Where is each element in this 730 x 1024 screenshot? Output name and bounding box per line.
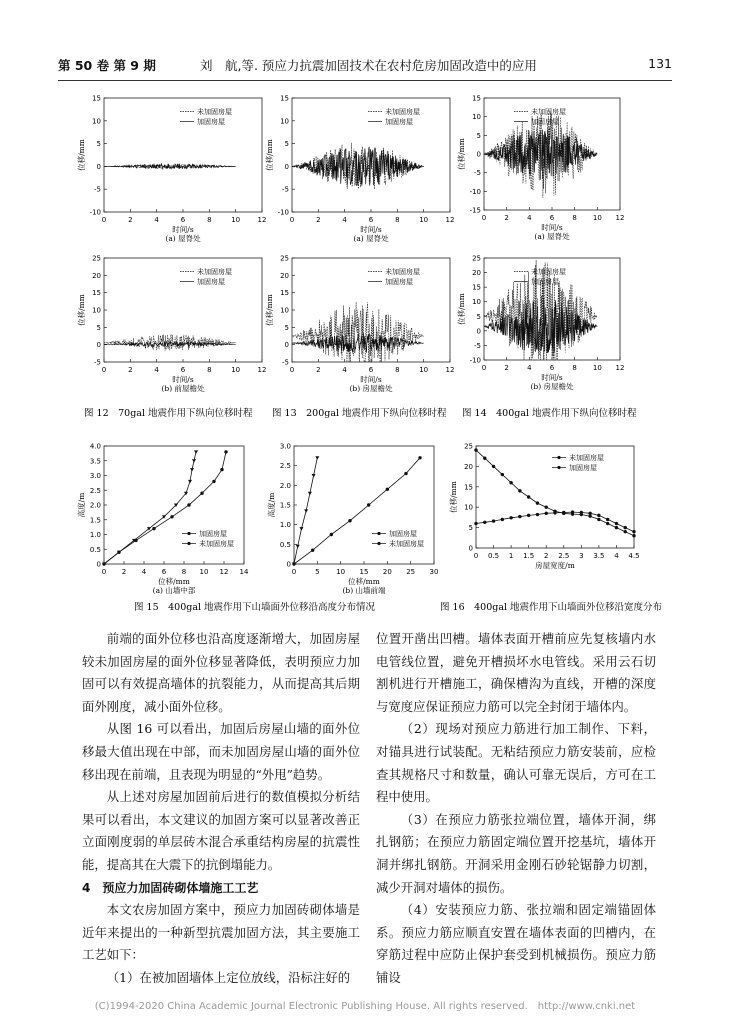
chart-12a-x-tick-label: 4 — [154, 216, 159, 224]
chart-13b-x-tick-label: 8 — [395, 366, 400, 374]
chart-15a-legend-label: 加固房屋 — [199, 530, 227, 538]
chart-14b-y-tick-label: -10 — [469, 356, 481, 365]
chart-12a-x-tick-label: 6 — [180, 216, 186, 224]
chart-12b-sublabel: (b) 前屋檐处 — [161, 384, 205, 393]
chart-16-data-point — [474, 448, 477, 451]
copyright-footer: (C)1994-2020 China Academic Journal Electronic Publishing House. All rights reserved. http://www.cnki.net — [94, 1001, 636, 1012]
chart-13a-series-reinforced — [292, 147, 424, 186]
chart-15b-y-tick-label: 2.5 — [279, 462, 291, 471]
chart-15a-data-point — [224, 450, 227, 453]
chart-15a-y-axis-label: 高度/m — [77, 492, 86, 518]
chart-13a-y-tick-label: 15 — [280, 94, 289, 103]
chart-14a-y-tick-label: 10 — [472, 113, 481, 122]
chart-14b-x-tick-label: 4 — [527, 364, 532, 372]
chart-13a-legend-label: 加固房屋 — [385, 118, 413, 126]
chart-12b-legend-label: 加固房屋 — [197, 278, 225, 286]
chart-14b-sublabel: (b) 房屋檐处 — [530, 382, 574, 391]
chart-15b-legend-marker — [377, 532, 380, 535]
chart-15a-x-tick-label: 4 — [141, 568, 147, 576]
chart-13a-y-tick-label: 5 — [284, 140, 289, 149]
chart-15a-data-point — [194, 450, 198, 454]
chart-13b-y-tick-label: 15 — [280, 289, 289, 298]
chart-15b-data-point — [292, 562, 295, 565]
chart-13b-y-tick-label: 0 — [284, 341, 289, 350]
chart-16-x-tick-label: 1 — [508, 552, 514, 560]
chart-13a-y-tick-label: 0 — [284, 162, 289, 171]
chart-15a-x-tick-label: 0 — [101, 568, 107, 576]
chart-15b-data-point — [386, 488, 389, 491]
chart-12a-series-reinforced — [104, 164, 236, 169]
chart-16-data-point — [632, 534, 635, 537]
chart-15b-data-point — [304, 509, 308, 513]
chart-15b-data-point — [311, 549, 314, 552]
chart-15a-x-tick-label: 12 — [219, 568, 229, 576]
caption-fig12: 图 12 70gal 地震作用下纵向位移时程 — [84, 408, 253, 419]
chart-13b-y-axis-label: 位移/mm — [265, 294, 274, 326]
chart-12a-y-tick-label: 5 — [96, 140, 101, 149]
chart-14b-x-tick-label: 10 — [592, 364, 602, 372]
chart-13b-legend-label: 加固房屋 — [385, 278, 413, 286]
chart-12a-y-axis-label: 位移/mm — [77, 139, 86, 171]
chart-12b-x-axis-label: 时间/s — [172, 375, 194, 384]
chart-13a-legend-label: 未加固房屋 — [385, 108, 420, 116]
chart-14b-x-tick-label: 8 — [572, 364, 577, 372]
paragraph: 本文农房加固方案中，预应力加固砖砌体墙是近年来提出的一种新型抗震加固方法，其主要施工工艺如下： — [82, 902, 360, 963]
chart-16-legend-label: 加固房屋 — [569, 464, 597, 472]
chart-13a-x-tick-label: 4 — [342, 216, 347, 224]
chart-14a-x-tick-label: 2 — [504, 214, 509, 222]
chart-16-data-point — [632, 530, 635, 533]
chart-15b-data-point — [296, 545, 300, 549]
chart-16-x-tick-label: 1.5 — [523, 552, 535, 560]
right-column — [376, 628, 656, 990]
chart-13b-x-tick-label: 12 — [445, 366, 455, 374]
chart-15b-y-tick-label: 2.0 — [279, 481, 291, 490]
chart-16-x-tick-label: 3.5 — [593, 552, 605, 560]
chart-14b-y-tick-label: 0 — [476, 327, 481, 336]
chart-15b-data-point — [367, 503, 370, 506]
chart-15b-x-tick-label: 15 — [359, 568, 369, 576]
chart-16-data-point — [518, 489, 521, 492]
paragraph: 位置开凿出凹槽。墙体表面开槽前应先复核墙内水电管线位置，避免开槽损坏水电管线。采用云石切割机进行开槽施工，确保槽沟为直线，开槽的深度与宽度应保证预应力筋可以完全封闭于墙体内。 — [376, 631, 656, 714]
chart-15b-data-point — [315, 456, 319, 460]
chart-14a-legend-label: 加固房屋 — [531, 118, 559, 126]
chart-16-x-tick-label: 2 — [543, 552, 549, 560]
chart-16-x-tick-label: 0.5 — [487, 552, 500, 560]
chart-13a-x-tick-label: 8 — [395, 216, 400, 224]
chart-15a-x-tick-label: 10 — [199, 568, 209, 576]
chart-16-y-tick-label: 25 — [464, 442, 473, 451]
chart-16-data-point — [588, 512, 591, 515]
chart-15a-y-tick-label: 2.5 — [89, 486, 101, 495]
chart-15b-legend-label: 加固房屋 — [389, 530, 417, 538]
chart-15b-legend-marker — [377, 542, 380, 545]
chart-14b-y-axis-label: 位移/mm — [457, 293, 466, 325]
chart-12a-sublabel: (a) 屋脊处 — [165, 234, 201, 243]
chart-16-y-tick-label: 20 — [464, 462, 473, 471]
chart-15a-y-tick-label: 3.0 — [89, 472, 101, 480]
chart-12a-x-tick-label: 8 — [207, 216, 212, 224]
chart-15a-y-tick-label: 3.5 — [89, 457, 101, 466]
chart-12a-y-tick-label: 0 — [96, 162, 101, 171]
chart-14b-y-tick-label: 15 — [472, 283, 481, 292]
chart-13a-x-tick-label: 0 — [289, 216, 295, 224]
chart-16-y-axis-label: 位移/mm — [449, 481, 458, 513]
chart-16-data-point — [527, 495, 530, 498]
chart-13b-x-tick-label: 10 — [419, 366, 429, 374]
chart-14b-legend-label: 未加固房屋 — [531, 268, 566, 276]
chart-14b-y-tick-label: -5 — [474, 341, 481, 350]
chart-12b-y-tick-label: 25 — [92, 254, 101, 263]
chart-15a-data-point — [188, 480, 192, 484]
chart-15b-data-point — [299, 527, 303, 531]
chart-15a-y-tick-label: 1.0 — [89, 531, 101, 539]
chart-13b-x-tick-label: 0 — [289, 366, 295, 374]
chart-12a-legend-label: 未加固房屋 — [197, 108, 232, 116]
chart-15b-data-point — [404, 472, 407, 475]
chart-16-data-point — [553, 511, 556, 514]
chart-16-data-point — [606, 522, 609, 525]
page-number: 131 — [648, 56, 672, 71]
paragraph: 前端的面外位移也沿高度逐渐增大，加固房屋较未加固房屋的面外位移显著降低，表明预应力加固可以有效提高墙体的抗裂能力，从而提高其后期面外刚度，减小面外位移。 — [82, 631, 360, 714]
chart-15a-sublabel: (a) 山墙中部 — [152, 586, 196, 595]
chart-12a-y-tick-label: -5 — [94, 185, 101, 194]
chart-13b-y-tick-label: 10 — [280, 306, 289, 315]
chart-13a-x-tick-label: 2 — [316, 216, 321, 224]
chart-14a-x-tick-label: 4 — [527, 214, 532, 222]
chart-12a-y-tick-label: -10 — [89, 208, 101, 217]
chart-14b-y-tick-label: 20 — [472, 269, 481, 278]
chart-13a-y-tick-label: 10 — [280, 117, 289, 126]
caption-fig16: 图 16 400gal 地震作用下山墙面外位移沿宽度分布 — [440, 602, 663, 613]
chart-12a-x-tick-label: 0 — [101, 216, 107, 224]
chart-13a-y-tick-label: -5 — [282, 185, 289, 194]
chart-15a-data-point — [220, 468, 223, 471]
chart-16-x-axis-label: 房屋宽度/m — [535, 561, 575, 570]
chart-12a-x-tick-label: 10 — [231, 216, 241, 224]
chart-12b-y-tick-label: 10 — [92, 306, 101, 315]
chart-13b-y-tick-label: 5 — [284, 323, 289, 332]
chart-13b-x-tick-label: 4 — [342, 366, 347, 374]
chart-15b-y-tick-label: 0.5 — [279, 540, 291, 549]
chart-13b-legend-label: 未加固房屋 — [385, 268, 420, 276]
chart-13a-y-axis-label: 位移/mm — [265, 139, 274, 171]
chart-15a-x-tick-label: 6 — [161, 568, 167, 576]
chart-15a-x-tick-label: 14 — [239, 568, 249, 576]
chart-16-y-tick-label: 0 — [468, 544, 473, 553]
chart-12b-y-tick-label: 20 — [92, 271, 101, 280]
chart-14b-y-tick-label: 10 — [472, 298, 481, 307]
chart-16-data-point — [545, 506, 548, 509]
chart-16-x-tick-label: 4.5 — [628, 552, 640, 560]
chart-15b-data-point — [418, 456, 421, 459]
chart-15a-data-point — [192, 459, 196, 463]
chart-12b-x-tick-label: 10 — [231, 366, 241, 374]
chart-15a-data-point — [170, 515, 173, 518]
chart-12a-plot-frame — [104, 98, 262, 212]
chart-16-data-point — [615, 522, 618, 525]
chart-14b-y-tick-label: 25 — [472, 254, 481, 263]
chart-14b-legend-label: 加固房屋 — [531, 278, 559, 286]
chart-16-x-tick-label: 0 — [473, 552, 479, 560]
left-column — [82, 628, 360, 990]
chart-16-y-tick-label: 15 — [464, 483, 473, 492]
chart-13a-x-tick-label: 12 — [445, 216, 455, 224]
chart-16-data-point — [571, 510, 574, 513]
chart-13b-x-tick-label: 6 — [368, 366, 374, 374]
chart-14a-sublabel: (a) 屋脊处 — [534, 232, 570, 241]
chart-13b-y-tick-label: 25 — [280, 254, 289, 263]
chart-15b-y-tick-label: 1.0 — [279, 521, 291, 530]
chart-16-data-point — [483, 457, 486, 460]
chart-15b-data-point — [312, 474, 316, 478]
section-heading: 4 预应力加固砖砌体墙施工工艺 — [82, 880, 259, 895]
paragraph: （3）在预应力筋张拉端位置，墙体开洞，绑扎钢筋；在预应力筋固定端位置开挖基坑，墙体开洞并绑扎钢筋。开洞采用金刚石砂轮锯静力切割，减少开洞对墙体的损伤。 — [376, 811, 656, 895]
chart-15a-data-point — [212, 480, 215, 483]
chart-15b-x-axis-label: 位移/mm — [348, 577, 380, 586]
chart-16-plot-frame — [476, 446, 634, 548]
chart-16-data-point — [501, 473, 504, 476]
article-title-header: 刘 航,等. 预应力抗震加固技术在农村危房加固改造中的应用 — [200, 58, 537, 73]
chart-14a-y-tick-label: -5 — [474, 169, 481, 178]
chart-16-legend-label: 未加固房屋 — [569, 454, 604, 462]
chart-15a-data-point — [152, 527, 155, 530]
chart-15b-x-tick-label: 5 — [315, 568, 320, 576]
chart-12b-x-tick-label: 12 — [257, 366, 267, 374]
chart-16-data-point — [562, 511, 565, 514]
chart-15a-series-line — [104, 452, 196, 564]
chart-14b-x-tick-label: 0 — [481, 364, 487, 372]
chart-14a-y-tick-label: 5 — [476, 131, 481, 140]
chart-14a-y-tick-label: 15 — [472, 94, 481, 103]
chart-15b-x-tick-label: 25 — [406, 568, 416, 576]
chart-13a-y-tick-label: -10 — [277, 208, 289, 217]
chart-14a-y-axis-label: 位移/mm — [457, 138, 466, 170]
chart-14a-x-tick-label: 12 — [615, 214, 625, 222]
chart-15a-x-tick-label: 8 — [181, 568, 187, 576]
chart-16-data-point — [624, 530, 627, 533]
chart-15a-y-tick-label: 1.5 — [89, 516, 101, 525]
chart-16-x-tick-label: 3 — [579, 552, 584, 560]
chart-13b-sublabel: (b) 房屋檐处 — [349, 384, 393, 393]
chart-13a-sublabel: (a) 屋脊处 — [353, 234, 389, 243]
paragraph: 从上述对房屋加固前后进行的数值模拟分析结果可以看出，本文建议的加固方案可以显著改善正立面刚度弱的单层砖木混合承重结构房屋的抗震性能，提高其在大震下的抗倒塌能力。 — [82, 789, 360, 872]
chart-16-data-point — [624, 526, 627, 529]
paragraph: 从图 16 可以看出，加固后房屋山墙的面外位移最大值出现在中部，而未加固房屋山墙的面外位移出现在前端，且表现为明显的“外甩”趋势。 — [82, 721, 360, 782]
paragraph: （1）在被加固墙体上定位放线，沿标注好的 — [106, 969, 351, 985]
chart-12b-x-tick-label: 4 — [154, 366, 159, 374]
chart-12b-y-tick-label: 15 — [92, 289, 101, 298]
chart-13a-x-tick-label: 6 — [368, 216, 374, 224]
journal-volume: 第 50 卷 第 9 期 — [58, 58, 156, 73]
chart-15b-data-point — [308, 492, 312, 496]
chart-16-data-point — [527, 514, 530, 517]
chart-15b-data-point — [348, 519, 351, 522]
caption-fig14: 图 14 400gal 地震作用下纵向位移时程 — [462, 408, 637, 419]
chart-15b-series-line — [294, 458, 420, 564]
chart-16-data-point — [483, 521, 486, 524]
chart-16-x-tick-label: 2.5 — [558, 552, 570, 560]
chart-16-data-point — [597, 518, 600, 521]
chart-15a-y-tick-label: 2.0 — [89, 501, 101, 510]
caption-fig13: 图 13 200gal 地震作用下纵向位移时程 — [272, 408, 447, 419]
chart-15a-y-tick-label: 0 — [96, 560, 101, 569]
chart-15b-y-axis-label: 高度/m — [267, 492, 276, 518]
chart-16-data-point — [474, 522, 477, 525]
chart-15b-data-point — [330, 533, 333, 536]
chart-12a-x-tick-label: 2 — [128, 216, 133, 224]
chart-16-y-tick-label: 5 — [468, 524, 473, 533]
chart-14a-x-tick-label: 6 — [549, 214, 555, 222]
chart-16-data-point — [492, 519, 495, 522]
chart-15b-x-tick-label: 10 — [336, 568, 346, 576]
chart-13b-y-tick-label: -5 — [282, 358, 289, 367]
chart-14a-legend-label: 未加固房屋 — [531, 108, 566, 116]
chart-14a-x-axis-label: 时间/s — [541, 223, 563, 232]
chart-12b-x-tick-label: 6 — [180, 366, 186, 374]
chart-15b-y-tick-label: 1.5 — [279, 501, 291, 510]
chart-15a-legend-marker — [187, 532, 190, 535]
chart-15b-y-tick-label: 3.0 — [279, 442, 291, 451]
caption-fig15: 图 15 400gal 地震作用下山墙面外位移沿高度分布情况 — [134, 602, 376, 613]
chart-15b-legend-label: 未加固房屋 — [389, 540, 424, 548]
chart-12b-x-tick-label: 0 — [101, 366, 107, 374]
chart-15a-legend-label: 未加固房屋 — [199, 540, 234, 548]
chart-15a-y-tick-label: 4.0 — [89, 442, 101, 451]
paragraph: （4）安装预应力筋、张拉端和固定端锚固体系。预应力筋应顺直安置在墙体表面的凹槽内，在穿筋过程中应防止保护套受到机械损伤。预应力筋铺设 — [376, 902, 656, 985]
chart-12a-x-axis-label: 时间/s — [172, 225, 194, 234]
chart-14a-y-tick-label: 0 — [476, 150, 481, 159]
chart-15a-data-point — [134, 539, 137, 542]
chart-14a-x-tick-label: 0 — [481, 214, 487, 222]
chart-15a-y-tick-label: 0.5 — [89, 545, 101, 554]
chart-12b-y-tick-label: 0 — [96, 341, 101, 350]
chart-16-data-point — [536, 501, 539, 504]
chart-16-data-point — [606, 518, 609, 521]
chart-14a-x-tick-label: 10 — [592, 214, 602, 222]
chart-16-x-tick-label: 4 — [614, 552, 619, 560]
chart-13b-x-axis-label: 时间/s — [360, 375, 382, 384]
chart-12b-y-tick-label: 5 — [96, 323, 101, 332]
chart-12a-y-tick-label: 15 — [92, 94, 101, 103]
chart-12b-x-tick-label: 2 — [128, 366, 133, 374]
chart-12a-x-tick-label: 12 — [257, 216, 267, 224]
chart-14a-y-tick-label: -10 — [469, 187, 481, 196]
chart-16-series-line — [476, 450, 634, 536]
chart-16-data-point — [597, 514, 600, 517]
chart-16-legend-marker — [557, 456, 560, 459]
chart-15a-data-point — [102, 562, 105, 565]
chart-13b-series-unreinforced — [292, 302, 424, 362]
chart-13b-x-tick-label: 2 — [316, 366, 321, 374]
chart-15b-x-tick-label: 0 — [291, 568, 297, 576]
chart-15a-x-tick-label: 2 — [121, 568, 127, 576]
chart-16-data-point — [509, 516, 512, 519]
chart-15a-data-point — [187, 503, 190, 506]
chart-12a-y-tick-label: 10 — [92, 117, 101, 126]
chart-15a-x-axis-label: 位移/mm — [158, 577, 190, 586]
chart-16-data-point — [580, 511, 583, 514]
chart-14b-x-axis-label: 时间/s — [541, 373, 563, 382]
chart-14a-x-tick-label: 8 — [572, 214, 577, 222]
chart-15a-data-point — [200, 492, 203, 495]
chart-16-data-point — [545, 512, 548, 515]
chart-15b-sublabel: (b) 山墙前端 — [342, 586, 386, 595]
chart-16-y-tick-label: 10 — [464, 503, 473, 512]
chart-14b-x-tick-label: 12 — [615, 364, 625, 372]
chart-15b-x-tick-label: 30 — [429, 568, 439, 576]
chart-16-legend-marker — [557, 466, 560, 469]
chart-12b-y-axis-label: 位移/mm — [77, 294, 86, 326]
chart-13a-x-tick-label: 10 — [419, 216, 429, 224]
chart-16-series-line — [476, 512, 634, 532]
chart-16-data-point — [501, 518, 504, 521]
chart-15a-legend-marker — [187, 542, 190, 545]
chart-13b-y-tick-label: 20 — [280, 271, 289, 280]
chart-16-data-point — [518, 515, 521, 518]
paragraph: （2）现场对预应力筋进行加工制作、下料，对锚具进行试装配。无粘结预应力筋安装前，应检查其规格尺寸和数量，确认可靠无误后，方可在工程中使用。 — [376, 721, 656, 805]
chart-12a-legend-label: 加固房屋 — [197, 118, 225, 126]
chart-15b-x-tick-label: 20 — [382, 568, 392, 576]
chart-15b-y-tick-label: 0 — [286, 560, 291, 569]
chart-12b-legend-label: 未加固房屋 — [197, 268, 232, 276]
chart-12b-y-tick-label: -5 — [94, 358, 101, 367]
chart-15a-data-point — [117, 551, 120, 554]
chart-14a-y-tick-label: -15 — [469, 206, 481, 215]
chart-16-data-point — [509, 481, 512, 484]
chart-14b-y-tick-label: 5 — [476, 312, 481, 321]
chart-16-data-point — [492, 465, 495, 468]
chart-14b-x-tick-label: 6 — [549, 364, 555, 372]
chart-13a-x-axis-label: 时间/s — [360, 225, 382, 234]
chart-12b-x-tick-label: 8 — [207, 366, 212, 374]
chart-16-data-point — [615, 526, 618, 529]
chart-16-data-point — [536, 513, 539, 516]
chart-14b-x-tick-label: 2 — [504, 364, 509, 372]
chart-15a-data-point — [190, 468, 194, 472]
